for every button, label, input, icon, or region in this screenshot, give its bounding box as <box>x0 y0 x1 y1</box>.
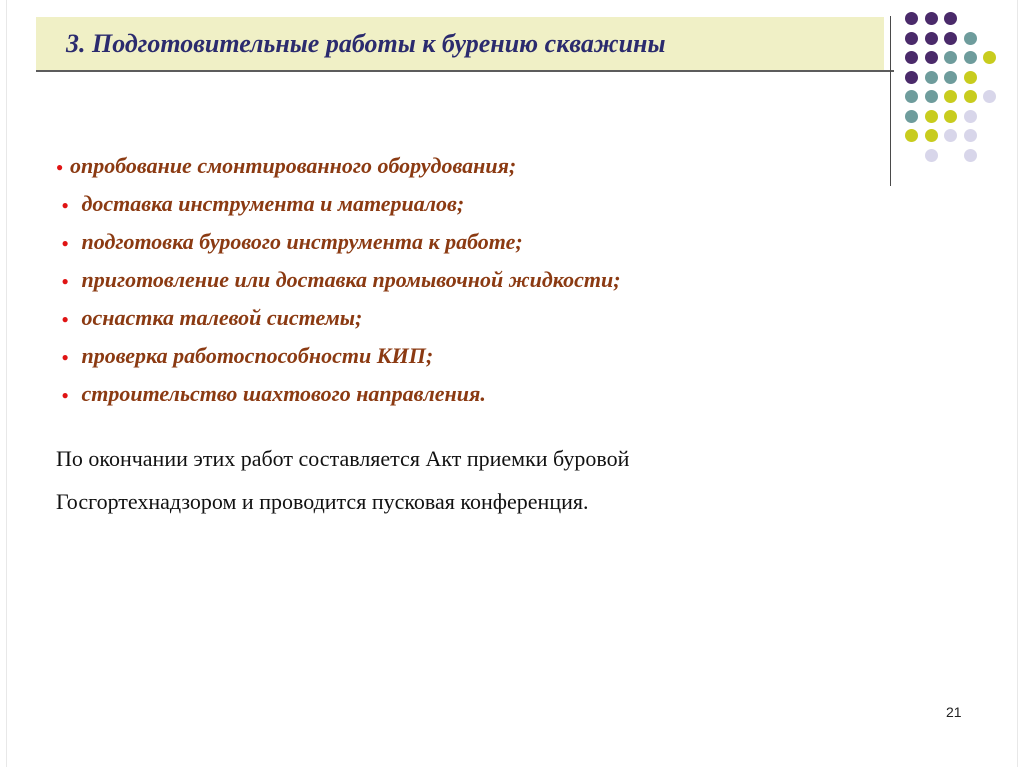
list-item <box>56 378 621 416</box>
bullet-icon: ● <box>61 198 69 212</box>
decorative-dot <box>905 71 918 84</box>
decorative-dot <box>944 32 957 45</box>
list-item <box>56 188 621 226</box>
decorative-dot <box>944 90 957 103</box>
list-item-text: подготовка бурового инструмента к работе; <box>81 229 523 254</box>
bullet-icon: ● <box>61 350 69 364</box>
decorative-dot <box>925 149 938 162</box>
bullet-list <box>56 150 621 416</box>
decorative-dot <box>925 71 938 84</box>
list-item <box>56 226 621 264</box>
decorative-dot <box>905 90 918 103</box>
list-item-text: строительство шахтового направления. <box>81 381 486 406</box>
decorative-dot <box>944 110 957 123</box>
decorative-dot <box>964 71 977 84</box>
bullet-icon: ● <box>61 312 69 326</box>
slide-title: 3. Подготовительные работы к бурению скважины <box>66 29 666 58</box>
decorative-dot <box>905 51 918 64</box>
summary-paragraph <box>56 437 876 523</box>
decorative-dot <box>964 51 977 64</box>
bullet-icon: ● <box>61 274 69 288</box>
decorative-dot <box>905 110 918 123</box>
decorative-dot <box>964 90 977 103</box>
list-item-text: опробование смонтированного оборудования; <box>70 153 517 178</box>
decorative-dot <box>944 12 957 25</box>
decorative-dot <box>925 51 938 64</box>
decorative-dot <box>964 149 977 162</box>
title-underline <box>36 70 894 72</box>
decorative-dot <box>925 32 938 45</box>
decorative-dot <box>964 110 977 123</box>
paragraph-line: По окончании этих работ составляется Акт приемки буровой <box>56 446 630 471</box>
bullet-icon: ● <box>61 388 69 402</box>
list-item-text: приготовление или доставка промывочной жидкости; <box>81 267 621 292</box>
list-item <box>56 340 621 378</box>
decorative-dot <box>983 90 996 103</box>
decorative-dot <box>925 110 938 123</box>
decorative-dot <box>964 32 977 45</box>
bullet-icon: ● <box>56 160 64 174</box>
decorative-dot <box>944 129 957 142</box>
decorative-dot <box>944 71 957 84</box>
list-item <box>56 264 621 302</box>
decorative-dot-grid <box>905 12 1017 162</box>
bullet-icon: ● <box>61 236 69 250</box>
decorative-dot <box>925 90 938 103</box>
paragraph-line: Госгортехнадзором и проводится пусковая конференция. <box>56 489 589 514</box>
decorative-dot <box>925 129 938 142</box>
list-item <box>56 150 621 188</box>
decorative-dot <box>944 51 957 64</box>
page-number: 21 <box>946 704 962 720</box>
decorative-dot <box>905 32 918 45</box>
decorative-dot <box>905 129 918 142</box>
list-item-text: доставка инструмента и материалов; <box>81 191 465 216</box>
list-item-text: проверка работоспособности КИП; <box>81 343 434 368</box>
list-item <box>56 302 621 340</box>
decorative-dot <box>925 12 938 25</box>
decorative-dot <box>905 12 918 25</box>
decorative-vertical-line <box>890 16 891 186</box>
decorative-dot <box>983 51 996 64</box>
decorative-dot <box>964 129 977 142</box>
list-item-text: оснастка талевой системы; <box>81 305 363 330</box>
